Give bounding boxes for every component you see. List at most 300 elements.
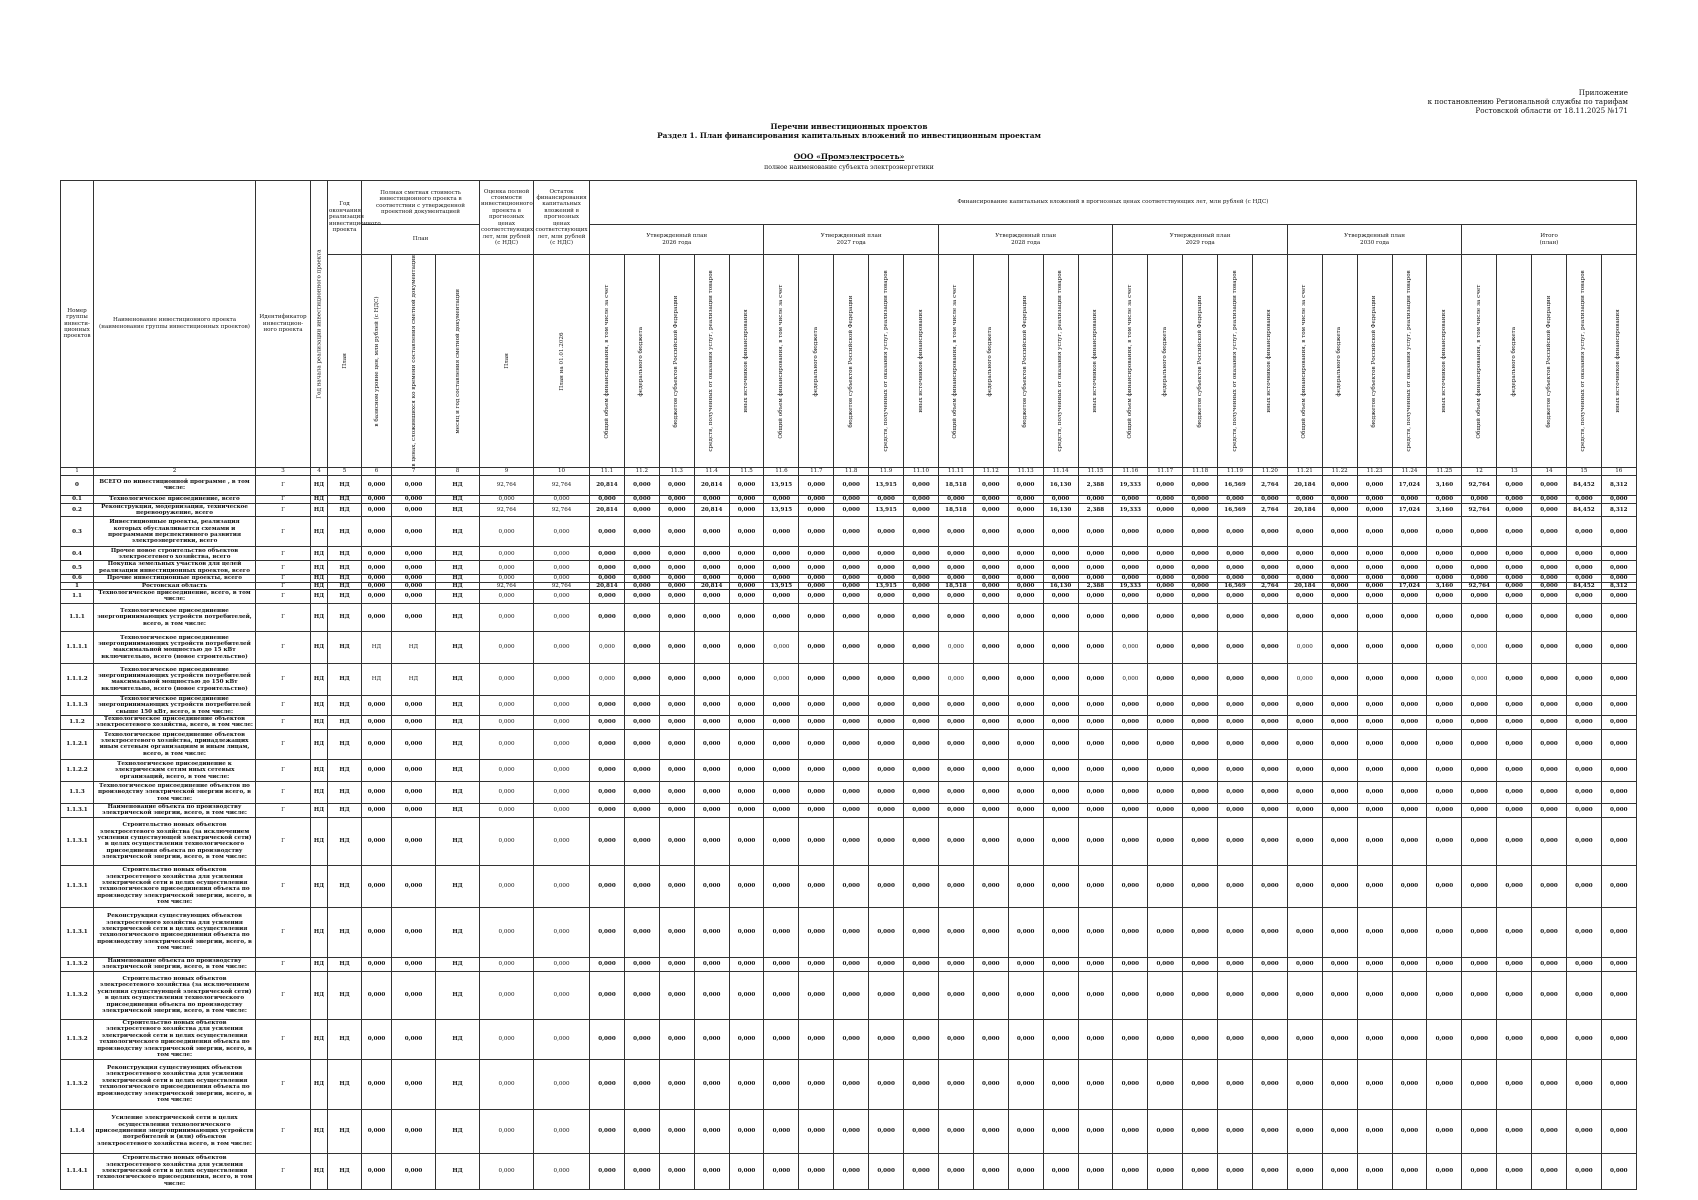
row-financing-value: 0,000 <box>1043 1059 1078 1109</box>
row-financing-value: 0,000 <box>1287 729 1322 759</box>
row-financing-value: 0,000 <box>1252 729 1287 759</box>
row-identifier: Г <box>256 517 311 547</box>
row-financing-value: 0,000 <box>1427 759 1462 781</box>
row-identifier: Г <box>256 716 311 730</box>
row-financing-value: 0,000 <box>938 803 973 817</box>
row-financing-value: 0,000 <box>1287 1019 1322 1059</box>
row-financing-value: 18,518 <box>938 503 973 517</box>
row-financing-value: 0,000 <box>834 475 869 495</box>
column-number: 15 <box>1566 467 1601 475</box>
row-financing-value: 0,000 <box>904 1059 939 1109</box>
row-financing-value: 0,000 <box>1113 517 1148 547</box>
row-financing-value: 0,000 <box>1357 590 1392 604</box>
row-financing-value: 0,000 <box>1148 716 1183 730</box>
row-financing-value: 0,000 <box>729 865 764 907</box>
row-financing-value: 0,000 <box>1497 957 1532 971</box>
row-financing-value: 0,000 <box>904 759 939 781</box>
row-financing-value: 0,000 <box>1148 1059 1183 1109</box>
row-financing-value: 0,000 <box>590 781 625 803</box>
row-financing-value: 0,000 <box>659 729 694 759</box>
row-financing-value: 0,000 <box>1183 475 1218 495</box>
row-plan-date: НД <box>436 865 480 907</box>
row-financing-value: 0,000 <box>938 575 973 582</box>
row-year-start: НД <box>311 631 328 663</box>
row-financing-value: 0,000 <box>904 603 939 631</box>
column-number: 10 <box>534 467 590 475</box>
row-plan-current: 0,000 <box>392 1059 436 1109</box>
row-plan-date: НД <box>436 631 480 663</box>
row-financing-value: 18,518 <box>938 475 973 495</box>
row-financing-value: 0,000 <box>1357 716 1392 730</box>
row-financing-value: 0,000 <box>1078 663 1113 695</box>
row-financing-value: 0,000 <box>1566 716 1601 730</box>
appendix-line-1: Приложение <box>1578 88 1628 97</box>
row-financing-value: 0,000 <box>799 817 834 865</box>
row-plan-date: НД <box>436 547 480 561</box>
row-financing-value: 0,000 <box>1078 971 1113 1019</box>
row-financing-value: 0,000 <box>1008 817 1043 865</box>
row-plan-date: НД <box>436 582 480 589</box>
row-financing-value: 0,000 <box>869 817 904 865</box>
row-plan-base: 0,000 <box>362 1153 392 1189</box>
row-financing-value: 0,000 <box>869 517 904 547</box>
row-financing-value: 0,000 <box>624 575 659 582</box>
row-financing-value: 0,000 <box>764 603 799 631</box>
row-financing-value: 0,000 <box>1497 865 1532 907</box>
row-financing-value: 0,000 <box>694 865 729 907</box>
row-financing-value: 0,000 <box>1287 547 1322 561</box>
row-financing-value: 0,000 <box>1252 695 1287 715</box>
row-financing-value: 0,000 <box>624 759 659 781</box>
row-year-end: НД <box>328 475 362 495</box>
row-plan-base: 0,000 <box>362 907 392 957</box>
row-plan-current: 0,000 <box>392 695 436 715</box>
row-financing-value: 0,000 <box>1532 503 1567 517</box>
row-financing-value: 0,000 <box>1601 1059 1636 1109</box>
row-financing-value: 0,000 <box>1113 1019 1148 1059</box>
header-sub-column: бюджетов субъектов Российской Федерации <box>1357 255 1392 468</box>
row-plan-current: 0,000 <box>392 603 436 631</box>
column-number: 11.1 <box>590 467 625 475</box>
row-financing-value: 0,000 <box>1113 603 1148 631</box>
row-plan-date: НД <box>436 561 480 575</box>
row-estimate: 0,000 <box>480 517 534 547</box>
header-plan-base: в базисном уровне цен, млн рублей (с НДС) <box>362 255 392 468</box>
row-identifier: Г <box>256 495 311 503</box>
row-financing-value: 0,000 <box>1043 803 1078 817</box>
table-row <box>61 1153 1637 1189</box>
row-financing-value: 0,000 <box>1427 729 1462 759</box>
row-financing-value: 0,000 <box>869 803 904 817</box>
row-financing-value: 0,000 <box>764 590 799 604</box>
row-financing-value: 0,000 <box>1043 1109 1078 1153</box>
row-financing-value: 0,000 <box>1497 517 1532 547</box>
row-financing-value: 0,000 <box>1427 663 1462 695</box>
row-financing-value: 0,000 <box>1183 971 1218 1019</box>
row-financing-value: 0,000 <box>1287 561 1322 575</box>
row-financing-value: 0,000 <box>1497 817 1532 865</box>
row-financing-value: 0,000 <box>590 803 625 817</box>
row-financing-value: 0,000 <box>1078 631 1113 663</box>
row-financing-value: 0,000 <box>1392 803 1427 817</box>
row-plan-base: 0,000 <box>362 561 392 575</box>
row-financing-value: 0,000 <box>1462 781 1497 803</box>
row-number: 1.1.2 <box>61 716 94 730</box>
row-financing-value: 0,000 <box>1532 817 1567 865</box>
row-financing-value: 0,000 <box>1322 803 1357 817</box>
table-row <box>61 695 1637 715</box>
header-year-label: Утвержденный план <box>1169 233 1231 240</box>
row-financing-value: 0,000 <box>1287 575 1322 582</box>
row-number: 1.1.3.1 <box>61 817 94 865</box>
row-estimate: 0,000 <box>480 547 534 561</box>
row-financing-value: 0,000 <box>1183 1109 1218 1153</box>
row-remain: 0,000 <box>534 1109 590 1153</box>
column-number: 11.25 <box>1427 467 1462 475</box>
row-number: 1.1.1.3 <box>61 695 94 715</box>
column-number: 12 <box>1462 467 1497 475</box>
row-financing-value: 0,000 <box>624 475 659 495</box>
row-financing-value: 0,000 <box>1357 663 1392 695</box>
row-financing-value: 0,000 <box>1601 957 1636 971</box>
header-sub-column: бюджетов субъектов Российской Федерации <box>659 255 694 468</box>
row-financing-value: 0,000 <box>869 603 904 631</box>
row-financing-value: 0,000 <box>1008 475 1043 495</box>
row-financing-value: 0,000 <box>799 631 834 663</box>
row-financing-value: 0,000 <box>1462 957 1497 971</box>
row-number: 1.1.3.1 <box>61 865 94 907</box>
row-number: 0.5 <box>61 561 94 575</box>
row-financing-value: 0,000 <box>799 582 834 589</box>
row-financing-value: 0,000 <box>1218 803 1253 817</box>
row-plan-date: НД <box>436 603 480 631</box>
row-financing-value: 0,000 <box>1462 603 1497 631</box>
row-remain: 92,764 <box>534 582 590 589</box>
row-financing-value: 0,000 <box>1287 865 1322 907</box>
row-financing-value: 0,000 <box>1183 817 1218 865</box>
row-financing-value: 0,000 <box>1497 971 1532 1019</box>
row-financing-value: 0,000 <box>1148 817 1183 865</box>
row-financing-value: 0,000 <box>799 1153 834 1189</box>
row-financing-value: 13,915 <box>764 475 799 495</box>
row-financing-value: 0,000 <box>1008 1059 1043 1109</box>
row-financing-value: 0,000 <box>1008 590 1043 604</box>
row-plan-date: НД <box>436 1109 480 1153</box>
row-financing-value: 0,000 <box>1357 1109 1392 1153</box>
row-financing-value: 0,000 <box>624 716 659 730</box>
row-financing-value: 0,000 <box>1322 817 1357 865</box>
table-row <box>61 1109 1637 1153</box>
row-financing-value: 0,000 <box>1043 729 1078 759</box>
header-sub-column: средств, полученных от оказания услуг, реализации товаров <box>694 255 729 468</box>
row-financing-value: 0,000 <box>1497 729 1532 759</box>
row-financing-value: 0,000 <box>659 803 694 817</box>
row-identifier: Г <box>256 957 311 971</box>
row-year-start: НД <box>311 716 328 730</box>
row-financing-value: 0,000 <box>834 1019 869 1059</box>
row-financing-value: 0,000 <box>1287 603 1322 631</box>
row-financing-value: 0,000 <box>729 957 764 971</box>
row-year-start: НД <box>311 1153 328 1189</box>
row-financing-value: 0,000 <box>1532 590 1567 604</box>
row-plan-base: 0,000 <box>362 695 392 715</box>
row-plan-base: 0,000 <box>362 865 392 907</box>
row-financing-value: 0,000 <box>624 865 659 907</box>
row-financing-value: 0,000 <box>624 495 659 503</box>
header-estimate-plan: План <box>480 255 534 468</box>
row-financing-value: 0,000 <box>1357 1059 1392 1109</box>
column-number: 13 <box>1497 467 1532 475</box>
row-financing-value: 0,000 <box>1183 561 1218 575</box>
row-financing-value: 0,000 <box>869 729 904 759</box>
table-row <box>61 817 1637 865</box>
row-financing-value: 0,000 <box>1427 561 1462 575</box>
row-financing-value: 0,000 <box>590 517 625 547</box>
row-plan-date: НД <box>436 475 480 495</box>
row-financing-value: 0,000 <box>590 817 625 865</box>
row-financing-value: 0,000 <box>938 495 973 503</box>
row-financing-value: 0,000 <box>659 716 694 730</box>
row-financing-value: 0,000 <box>1322 590 1357 604</box>
row-financing-value: 0,000 <box>1357 781 1392 803</box>
row-financing-value: 0,000 <box>904 1153 939 1189</box>
row-year-start: НД <box>311 582 328 589</box>
row-financing-value: 0,000 <box>694 663 729 695</box>
row-financing-value: 0,000 <box>659 865 694 907</box>
row-financing-value: 0,000 <box>729 561 764 575</box>
row-financing-value: 0,000 <box>659 575 694 582</box>
row-name: Реконструкция существующих объектов электросетевого хозяйства для усиления электрической сети в целях осуществления технологического присоединения объекта по производству электрической энергии, всего, в том числе: <box>94 907 256 957</box>
row-financing-value: 0,000 <box>973 547 1008 561</box>
row-remain: 0,000 <box>534 590 590 604</box>
row-financing-value: 13,915 <box>869 475 904 495</box>
row-financing-value: 0,000 <box>1113 575 1148 582</box>
row-financing-value: 0,000 <box>834 716 869 730</box>
header-plan-current: в ценах, сложившихся ко времени составления сметной документации <box>392 255 436 468</box>
header-sub-column: федерального бюджета <box>799 255 834 468</box>
row-financing-value: 0,000 <box>1462 1059 1497 1109</box>
row-plan-current: 0,000 <box>392 1153 436 1189</box>
row-financing-value: 0,000 <box>729 971 764 1019</box>
row-financing-value: 0,000 <box>799 1109 834 1153</box>
row-financing-value: 0,000 <box>729 729 764 759</box>
row-financing-value: 0,000 <box>694 1153 729 1189</box>
row-financing-value: 0,000 <box>904 803 939 817</box>
row-remain: 0,000 <box>534 1059 590 1109</box>
row-financing-value: 0,000 <box>659 517 694 547</box>
row-financing-value: 0,000 <box>973 957 1008 971</box>
row-plan-base: 0,000 <box>362 1109 392 1153</box>
row-financing-value: 0,000 <box>764 907 799 957</box>
row-financing-value: 0,000 <box>1392 517 1427 547</box>
row-financing-value: 0,000 <box>869 907 904 957</box>
row-financing-value: 0,000 <box>1566 1153 1601 1189</box>
row-financing-value: 0,000 <box>799 603 834 631</box>
row-financing-value: 0,000 <box>1252 663 1287 695</box>
row-financing-value: 0,000 <box>973 759 1008 781</box>
row-financing-value: 0,000 <box>729 1059 764 1109</box>
row-financing-value: 0,000 <box>834 957 869 971</box>
row-financing-value: 0,000 <box>1043 561 1078 575</box>
row-financing-value: 0,000 <box>1218 561 1253 575</box>
table-row <box>61 971 1637 1019</box>
row-financing-value: 0,000 <box>1252 575 1287 582</box>
row-plan-date: НД <box>436 695 480 715</box>
row-financing-value: 0,000 <box>1532 759 1567 781</box>
row-financing-value: 0,000 <box>869 957 904 971</box>
header-sub-column: иных источников финансирования <box>1252 255 1287 468</box>
row-plan-date: НД <box>436 575 480 582</box>
row-financing-value: 0,000 <box>1252 517 1287 547</box>
row-financing-value: 0,000 <box>1357 907 1392 957</box>
row-financing-value: 0,000 <box>1497 495 1532 503</box>
row-financing-value: 0,000 <box>1601 729 1636 759</box>
appendix-line-3: Ростовской области от 18.11.2025 №171 <box>1475 106 1628 115</box>
row-name: Строительство новых объектов электросетевого хозяйства (за исключением усиления существующей электрической сети) в целях осуществления технологического присоединения объекта по производству электрической энергии, всего, в том числе: <box>94 971 256 1019</box>
row-number: 0.4 <box>61 547 94 561</box>
row-financing-value: 0,000 <box>1183 575 1218 582</box>
row-financing-value: 0,000 <box>694 1109 729 1153</box>
row-financing-value: 0,000 <box>1218 1109 1253 1153</box>
header-sub-column: федерального бюджета <box>1322 255 1357 468</box>
row-financing-value: 0,000 <box>1148 907 1183 957</box>
row-financing-value: 0,000 <box>1357 729 1392 759</box>
row-financing-value: 0,000 <box>1322 547 1357 561</box>
row-financing-value: 0,000 <box>1287 716 1322 730</box>
row-financing-value: 0,000 <box>1497 631 1532 663</box>
row-plan-base: 0,000 <box>362 503 392 517</box>
row-financing-value: 0,000 <box>764 631 799 663</box>
row-financing-value: 0,000 <box>1322 865 1357 907</box>
row-financing-value: 0,000 <box>1427 907 1462 957</box>
row-financing-value: 0,000 <box>659 582 694 589</box>
row-financing-value: 20,814 <box>590 503 625 517</box>
row-financing-value: 0,000 <box>1078 817 1113 865</box>
row-plan-date: НД <box>436 503 480 517</box>
row-financing-value: 0,000 <box>799 663 834 695</box>
row-financing-value: 0,000 <box>1252 971 1287 1019</box>
row-financing-value: 0,000 <box>659 1019 694 1059</box>
row-identifier: Г <box>256 907 311 957</box>
header-year-group <box>1287 225 1461 255</box>
row-financing-value: 0,000 <box>659 503 694 517</box>
row-financing-value: 0,000 <box>1252 781 1287 803</box>
row-financing-value: 0,000 <box>694 517 729 547</box>
row-remain: 0,000 <box>534 781 590 803</box>
row-financing-value: 0,000 <box>1252 759 1287 781</box>
row-financing-value: 0,000 <box>1078 759 1113 781</box>
row-financing-value: 0,000 <box>659 957 694 971</box>
row-financing-value: 0,000 <box>1287 759 1322 781</box>
row-financing-value: 0,000 <box>973 575 1008 582</box>
row-financing-value: 0,000 <box>1148 495 1183 503</box>
row-financing-value: 0,000 <box>904 907 939 957</box>
row-financing-value: 0,000 <box>1043 957 1078 971</box>
row-plan-date: НД <box>436 590 480 604</box>
row-financing-value: 0,000 <box>938 907 973 957</box>
row-financing-value: 0,000 <box>1532 582 1567 589</box>
row-financing-value: 0,000 <box>1532 957 1567 971</box>
row-financing-value: 0,000 <box>1427 716 1462 730</box>
row-financing-value: 0,000 <box>729 781 764 803</box>
row-financing-value: 0,000 <box>1357 495 1392 503</box>
row-year-end: НД <box>328 1109 362 1153</box>
row-financing-value: 0,000 <box>1392 663 1427 695</box>
row-financing-value: 0,000 <box>1357 475 1392 495</box>
row-financing-value: 0,000 <box>1008 759 1043 781</box>
row-financing-value: 0,000 <box>799 547 834 561</box>
row-financing-value: 0,000 <box>799 695 834 715</box>
row-financing-value: 0,000 <box>1427 495 1462 503</box>
row-number: 1.1.1 <box>61 603 94 631</box>
row-financing-value: 0,000 <box>1218 729 1253 759</box>
row-financing-value: 0,000 <box>904 957 939 971</box>
row-financing-value: 0,000 <box>904 817 939 865</box>
row-financing-value: 0,000 <box>1532 781 1567 803</box>
row-financing-value: 0,000 <box>1392 759 1427 781</box>
row-financing-value: 0,000 <box>1532 729 1567 759</box>
row-financing-value: 0,000 <box>729 759 764 781</box>
row-financing-value: 0,000 <box>799 495 834 503</box>
row-remain: 92,764 <box>534 475 590 495</box>
row-financing-value: 0,000 <box>659 547 694 561</box>
row-estimate: 0,000 <box>480 716 534 730</box>
row-financing-value: 0,000 <box>1427 1109 1462 1153</box>
column-number: 1 <box>61 467 94 475</box>
row-financing-value: 8,312 <box>1601 503 1636 517</box>
column-number: 5 <box>328 467 362 475</box>
row-financing-value: 0,000 <box>764 547 799 561</box>
header-plan-date: месяц и год составления сметной документации <box>436 255 480 468</box>
row-financing-value: 0,000 <box>1392 631 1427 663</box>
row-financing-value: 0,000 <box>1043 495 1078 503</box>
row-financing-value: 0,000 <box>1078 575 1113 582</box>
row-plan-current: 0,000 <box>392 575 436 582</box>
row-financing-value: 0,000 <box>1183 631 1218 663</box>
row-financing-value: 0,000 <box>1148 971 1183 1019</box>
row-financing-value: 0,000 <box>1601 865 1636 907</box>
row-financing-value: 2,388 <box>1078 582 1113 589</box>
row-financing-value: 0,000 <box>590 575 625 582</box>
row-financing-value: 0,000 <box>1427 695 1462 715</box>
row-financing-value: 0,000 <box>1148 781 1183 803</box>
row-financing-value: 0,000 <box>869 865 904 907</box>
row-financing-value: 0,000 <box>1462 695 1497 715</box>
row-financing-value: 0,000 <box>1322 517 1357 547</box>
header-sub-column: средств, полученных от оказания услуг, реализации товаров <box>1043 255 1078 468</box>
row-financing-value: 0,000 <box>1322 971 1357 1019</box>
row-financing-value: 0,000 <box>729 582 764 589</box>
row-financing-value: 0,000 <box>1532 517 1567 547</box>
row-number: 1.1.2.1 <box>61 729 94 759</box>
row-year-start: НД <box>311 1019 328 1059</box>
row-financing-value: 0,000 <box>1252 907 1287 957</box>
row-financing-value: 0,000 <box>1252 957 1287 971</box>
row-financing-value: 0,000 <box>1566 907 1601 957</box>
row-financing-value: 0,000 <box>1601 907 1636 957</box>
row-financing-value: 0,000 <box>1462 547 1497 561</box>
row-financing-value: 0,000 <box>799 575 834 582</box>
row-financing-value: 0,000 <box>1322 1153 1357 1189</box>
row-financing-value: 0,000 <box>1252 716 1287 730</box>
row-financing-value: 0,000 <box>1252 1153 1287 1189</box>
header-year-group <box>1113 225 1287 255</box>
row-financing-value: 0,000 <box>1497 1019 1532 1059</box>
row-financing-value: 0,000 <box>694 729 729 759</box>
row-financing-value: 0,000 <box>1183 957 1218 971</box>
row-plan-date: НД <box>436 729 480 759</box>
row-remain: 0,000 <box>534 603 590 631</box>
